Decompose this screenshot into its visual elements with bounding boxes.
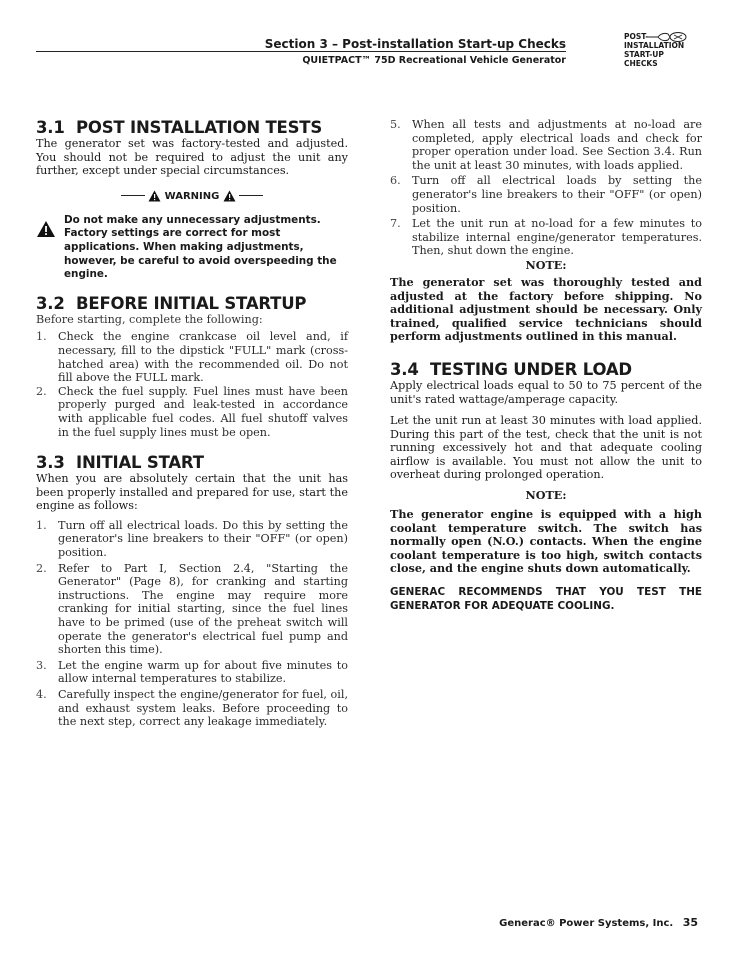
section-3-1-intro: The generator set was factory-tested and adjusted. You should not be required to adjust the unit any further, except under special circumstances.: [36, 137, 348, 178]
section-title: TESTING UNDER LOAD: [430, 359, 632, 379]
side-tab-line: START-UP: [624, 50, 664, 59]
section-number: 3.3: [36, 453, 65, 473]
list-item: 3. Let the engine warm up for about five minutes to allow internal temperatures to stabilize.: [36, 658, 348, 686]
initial-start-steps-continued: [390, 118, 702, 258]
list-item: 5. When all tests and adjustments at no-load are completed, apply electrical loads and check for proper operation under load. See Section 3.4. Run the unit at least 30 minutes, with loads applied.: [390, 118, 702, 172]
side-tab-line: POST-: [624, 32, 649, 41]
section-number: 3.2: [36, 293, 65, 313]
warning-heading: [36, 190, 348, 206]
warning-label: WARNING: [164, 190, 220, 202]
header-product-name: QUIETPACT™ 75D Recreational Vehicle Generator: [302, 55, 566, 66]
initial-start-steps: [36, 519, 348, 729]
section-header-title: Section 3 – Post-installation Start-up Checks: [264, 37, 566, 51]
note-text: The generator set was thoroughly tested and adjusted at the factory before shipping. No additional adjustment should be necessary. Only trained, qualified service technicians should perform adjustments outlined in this manual.: [390, 274, 702, 344]
section-3-3-heading: [36, 453, 348, 472]
note-title: NOTE:: [525, 257, 567, 272]
section-title: INITIAL START: [76, 453, 204, 473]
warning-text: Do not make any unnecessary adjustments. Factory settings are correct for most applications. When making adjustments, however, be careful to avoid overspeeding the engine.: [64, 213, 337, 281]
list-item: 4. Carefully inspect the engine/generator for fuel, oil, and exhaust system leaks. Before proceeding to the next step, correct any leakage immediately.: [36, 688, 348, 729]
note-text: The generator engine is equipped with a high coolant temperature switch. The switch has normally open (N.O.) contacts. When the engine coolant temperature is too high, switch contacts close, and the engine shuts down automatically.: [390, 507, 702, 576]
section-3-2-heading: [36, 294, 348, 313]
startup-checklist: [36, 330, 348, 439]
key-icon: [644, 30, 704, 44]
list-item: 1. Check the engine crankcase oil level and, if necessary, fill to the dipstick "FULL" mark (cross-hatched area) with the recommended oil. Do not fill above the FULL mark.: [36, 330, 348, 385]
section-3-4-paragraph: Apply electrical loads equal to 50 to 75 percent of the unit's rated wattage/amperage capacity.: [390, 378, 702, 406]
list-item: 2. Check the fuel supply. Fuel lines must have been properly purged and leak-tested in accordance with applicable fuel codes. All fuel shutoff valves in the fuel supply lines must be open.: [36, 384, 348, 439]
list-item: 7. Let the unit run at no-load for a few minutes to stabilize internal engine/generator temperatures. Then, shut down the engine.: [390, 217, 702, 258]
page-number: 35: [682, 916, 698, 929]
section-title: BEFORE INITIAL STARTUP: [76, 293, 307, 313]
section-3-1-heading: [36, 118, 348, 137]
section-3-2-intro: Before starting, complete the following:: [36, 312, 263, 326]
list-item: 6. Turn off all electrical loads by setting the generator's line breakers to their "OFF" (or open) position.: [390, 174, 702, 215]
warning-triangle-icon: [223, 190, 236, 202]
warning-triangle-icon: [148, 190, 161, 202]
section-3-4-paragraph: Let the unit run at least 30 minutes with load applied. During this part of the test, check that the unit is not running excessively hot and that adequate cooling airflow is available. You must not allow the unit to overheat during prolonged operation.: [390, 414, 702, 482]
header-rule: [36, 51, 566, 52]
page-footer: [499, 916, 698, 929]
footer-company: Generac® Power Systems, Inc.: [499, 918, 674, 929]
warning-triangle-icon: [36, 220, 56, 238]
note-title: NOTE:: [525, 488, 567, 503]
side-tab: [624, 32, 684, 68]
left-column: [36, 118, 348, 729]
list-item: 1. Turn off all electrical loads. Do this by setting the generator's line breakers to their "OFF" (or open) position.: [36, 518, 348, 560]
side-tab-line: INSTALLATION: [624, 41, 685, 50]
section-number: 3.4: [390, 359, 419, 379]
section-3-3-intro: When you are absolutely certain that the unit has been properly installed and prepared for use, start the engine as follows:: [36, 472, 348, 513]
side-tab-line: CHECKS: [624, 59, 658, 68]
cooling-recommendation: GENERAC RECOMMENDS THAT YOU TEST THE GENERATOR FOR ADEQUATE COOLING.: [390, 586, 702, 612]
warning-message: [36, 214, 348, 282]
section-3-4-heading: [390, 360, 702, 379]
section-title: POST INSTALLATION TESTS: [76, 118, 323, 137]
list-item: 2. Refer to Part I, Section 2.4, "Starting the Generator" (Page 8), for cranking and starting instructions. The engine may require more cranking for initial starting, since the fuel lines have to be primed (use of the preheat switch will operate the generator's electrical fuel pump and shorten this time).: [36, 561, 348, 657]
section-number: 3.1: [36, 118, 65, 137]
right-column: [390, 118, 702, 613]
